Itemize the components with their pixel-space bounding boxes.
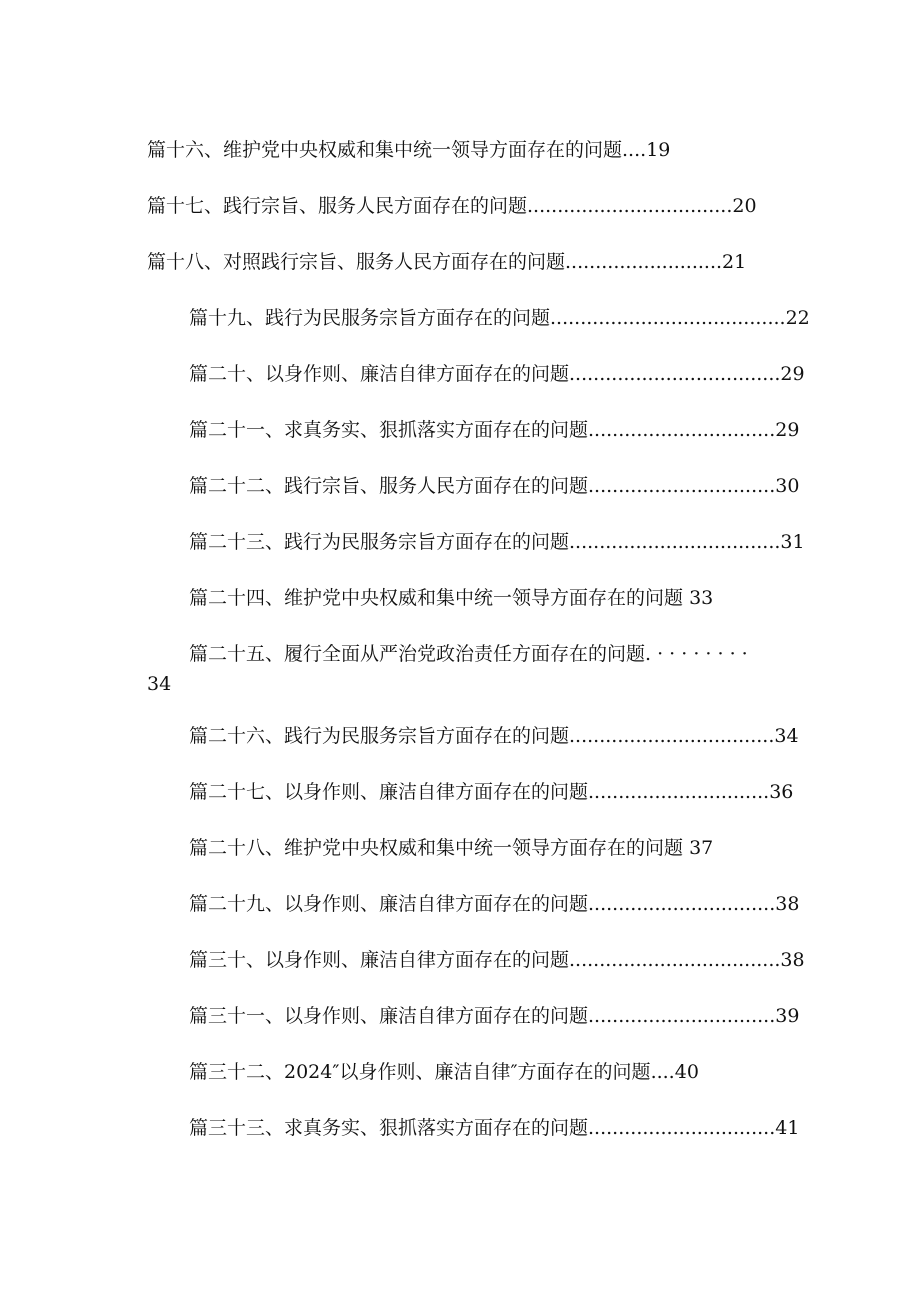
toc-entry-page: 38 bbox=[775, 893, 800, 915]
toc-entry[interactable] bbox=[189, 362, 805, 386]
toc-entry-leader: .......................... bbox=[565, 251, 723, 273]
toc-entry-leader: .................................. bbox=[569, 725, 775, 747]
toc-entry[interactable] bbox=[189, 642, 748, 666]
toc-entry-title: 篇三十、以身作则、廉洁自律方面存在的问题 bbox=[189, 949, 570, 971]
toc-entry[interactable] bbox=[189, 892, 799, 916]
toc-entry-title: 篇二十四、维护党中央权威和集中统一领导方面存在的问题 bbox=[189, 587, 684, 609]
toc-entry-page: 31 bbox=[780, 531, 805, 553]
toc-entry-leader: .............................. bbox=[588, 781, 770, 803]
toc-entry-leader: .... bbox=[650, 1061, 675, 1083]
toc-entry-leader: ............................... bbox=[588, 419, 776, 441]
toc-entry[interactable] bbox=[147, 138, 670, 162]
toc-entry[interactable] bbox=[189, 474, 799, 498]
toc-entry-page: 30 bbox=[775, 475, 800, 497]
toc-entry-page: 21 bbox=[722, 251, 747, 273]
toc-entry-page: 38 bbox=[780, 949, 805, 971]
toc-entry[interactable] bbox=[189, 724, 799, 748]
toc-entry-leader: .... bbox=[622, 139, 647, 161]
toc-entry-title: 篇三十二、2024″以身作则、廉洁自律″方面存在的问题 bbox=[189, 1061, 651, 1083]
toc-entry-title: 篇二十二、践行宗旨、服务人民方面存在的问题 bbox=[189, 475, 589, 497]
toc-entry-page: 19 bbox=[646, 139, 671, 161]
toc-entry[interactable] bbox=[189, 1004, 799, 1028]
toc-entry-title: 篇二十三、践行为民服务宗旨方面存在的问题 bbox=[189, 531, 570, 553]
toc-entry[interactable] bbox=[147, 194, 757, 218]
toc-entry-title: 篇三十三、求真务实、狠抓落实方面存在的问题 bbox=[189, 1117, 589, 1139]
toc-entry-page: 29 bbox=[775, 419, 800, 441]
toc-entry[interactable] bbox=[189, 836, 713, 860]
toc-entry-page: 20 bbox=[732, 195, 757, 217]
toc-entry-leader: ................................... bbox=[569, 531, 781, 553]
toc-entry-title: 篇十七、践行宗旨、服务人民方面存在的问题 bbox=[147, 195, 528, 217]
toc-entry[interactable] bbox=[189, 530, 805, 554]
toc-entry-leader: ............................... bbox=[588, 1005, 776, 1027]
toc-entry-page: 40 bbox=[674, 1061, 699, 1083]
toc-entry[interactable] bbox=[189, 948, 805, 972]
toc-entry[interactable] bbox=[189, 306, 810, 330]
toc-entry[interactable] bbox=[189, 780, 793, 804]
toc-entry[interactable] bbox=[189, 1116, 799, 1140]
toc-entry-title: 篇二十五、履行全面从严治党政治责任方面存在的问题 bbox=[189, 643, 646, 665]
toc-entry-page: 37 bbox=[689, 837, 714, 859]
toc-entry-title: 篇三十一、以身作则、廉洁自律方面存在的问题 bbox=[189, 1005, 589, 1027]
toc-entry-leader: ............................... bbox=[588, 893, 776, 915]
toc-entry-page: 33 bbox=[689, 587, 714, 609]
toc-entry[interactable] bbox=[189, 1060, 699, 1084]
toc-entry-leader: ............................... bbox=[588, 475, 776, 497]
toc-entry-page: 34 bbox=[147, 673, 172, 695]
toc-entry-page: 39 bbox=[775, 1005, 800, 1027]
toc-entry-leader: . · · · · · · · · bbox=[645, 643, 748, 665]
toc-entry-leader: ................................... bbox=[569, 949, 781, 971]
toc-entry-title: 篇二十一、求真务实、狠抓落实方面存在的问题 bbox=[189, 419, 589, 441]
toc-entry-title: 篇十八、对照践行宗旨、服务人民方面存在的问题 bbox=[147, 251, 566, 273]
toc-entry-page: 36 bbox=[769, 781, 794, 803]
toc-entry-leader: ............................... bbox=[588, 1117, 776, 1139]
toc-entry-title: 篇二十八、维护党中央权威和集中统一领导方面存在的问题 bbox=[189, 837, 684, 859]
toc-entry-title: 篇十九、践行为民服务宗旨方面存在的问题 bbox=[189, 307, 551, 329]
toc-entry-leader: .................................. bbox=[527, 195, 733, 217]
toc-entry-leader: ....................................... bbox=[550, 307, 786, 329]
toc-entry-page: 29 bbox=[780, 363, 805, 385]
toc-entry-page: 34 bbox=[774, 725, 799, 747]
toc-entry-leader: ................................... bbox=[569, 363, 781, 385]
toc-entry-page: 22 bbox=[785, 307, 810, 329]
toc-entry-page: 41 bbox=[775, 1117, 800, 1139]
toc-entry-title: 篇二十六、践行为民服务宗旨方面存在的问题 bbox=[189, 725, 570, 747]
toc-entry[interactable] bbox=[189, 586, 713, 610]
toc-entry-title: 篇二十七、以身作则、廉洁自律方面存在的问题 bbox=[189, 781, 589, 803]
toc-entry[interactable] bbox=[147, 250, 746, 274]
toc-entry-title: 篇二十、以身作则、廉洁自律方面存在的问题 bbox=[189, 363, 570, 385]
toc-entry-title: 篇十六、维护党中央权威和集中统一领导方面存在的问题 bbox=[147, 139, 623, 161]
toc-entry[interactable] bbox=[189, 418, 799, 442]
toc-entry-title: 篇二十九、以身作则、廉洁自律方面存在的问题 bbox=[189, 893, 589, 915]
